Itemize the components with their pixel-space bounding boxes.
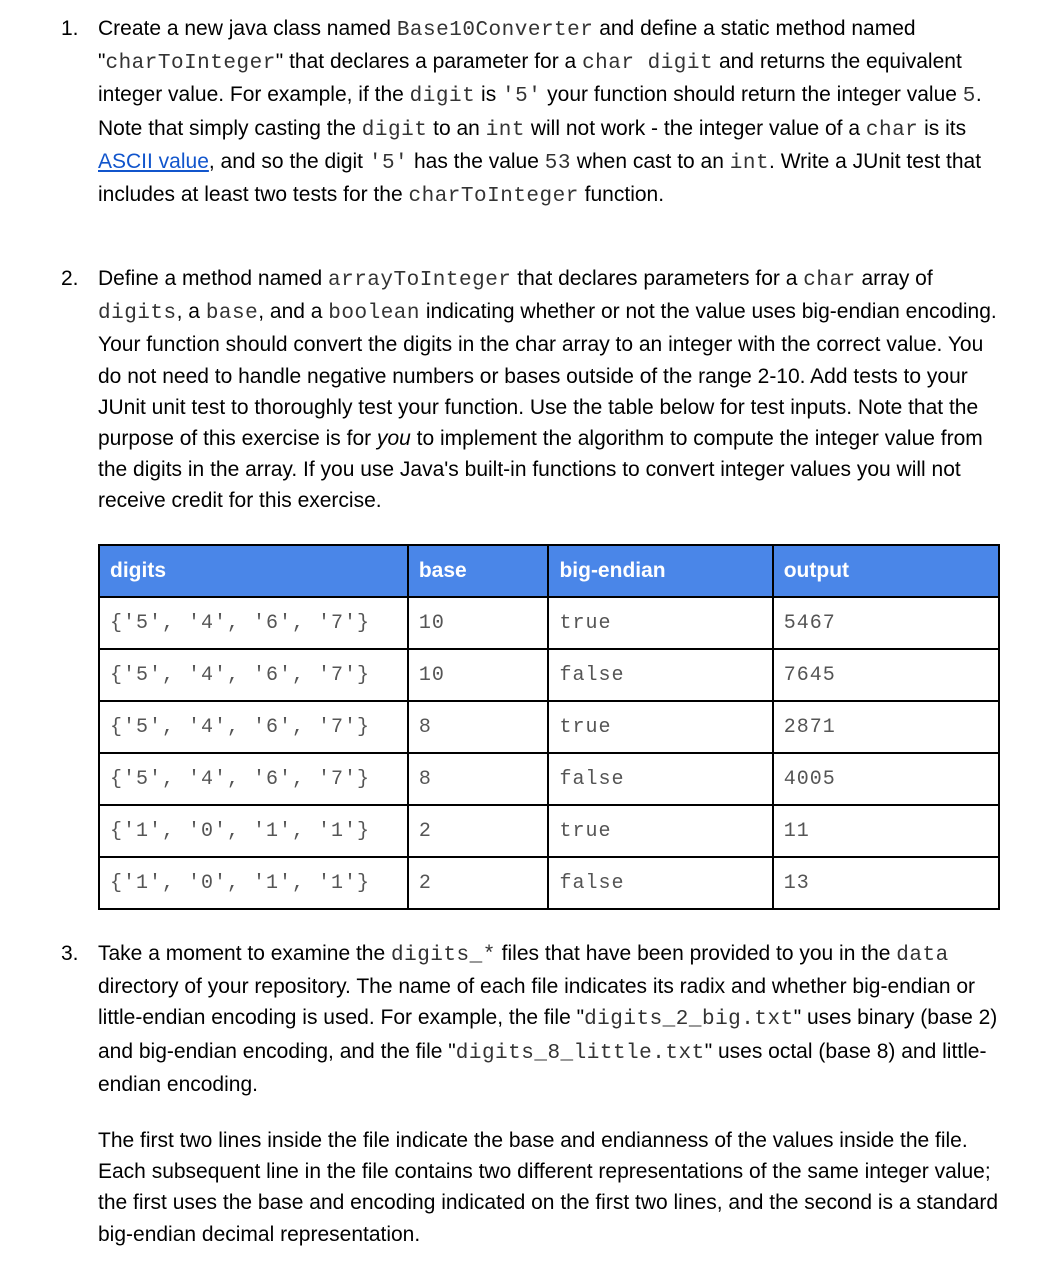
- cell-big-endian: false: [548, 753, 772, 805]
- cell-big-endian: false: [548, 857, 772, 909]
- item-text: Take a moment to examine the digits_* files that have been provided to you in the data directory of your repository. The name of each file indicates its radix and whether big-endian or little-endian encoding is used. For example, the file "digits_2_big.txt" uses binary (base 2) and big-endian encoding, and the file "digits_8_little.txt" uses octal (base 8) and little-endian encoding.: [98, 942, 998, 1096]
- cell-output: 11: [773, 805, 999, 857]
- code-method-name: arrayToInteger: [327, 269, 512, 292]
- cell-output: 7645: [773, 649, 999, 701]
- cell-big-endian: false: [548, 649, 772, 701]
- cell-big-endian: true: [548, 805, 772, 857]
- item-3-paragraph-2: The first two lines inside the file indicate the base and endianness of the values inside the file. Each subsequent line in the file contains two different representations of the same integer value; the first uses the base and encoding indicated on the first two lines, and the second is a standard big-endian decimal representation.: [98, 1129, 999, 1246]
- cell-digits: {'5', '4', '6', '7'}: [99, 701, 408, 753]
- code-directory: data: [896, 944, 949, 967]
- ascii-value-link[interactable]: ASCII value: [98, 149, 209, 173]
- cell-big-endian: true: [548, 701, 772, 753]
- cell-big-endian: true: [548, 597, 772, 649]
- header-output: output: [773, 545, 999, 597]
- cell-output: 2871: [773, 701, 999, 753]
- cell-digits: {'5', '4', '6', '7'}: [99, 753, 408, 805]
- cell-digits: {'5', '4', '6', '7'}: [99, 597, 408, 649]
- cell-base: 10: [408, 649, 549, 701]
- cell-base: 10: [408, 597, 549, 649]
- cell-output: 5467: [773, 597, 999, 649]
- code-filename: digits_8_little.txt: [455, 1041, 705, 1065]
- cell-base: 2: [408, 857, 549, 909]
- instruction-item-1: [61, 13, 1011, 212]
- cell-digits: {'1', '0', '1', '1'}: [99, 805, 408, 857]
- item-number: 2.: [61, 267, 79, 290]
- cell-output: 13: [773, 857, 999, 909]
- cell-digits: {'5', '4', '6', '7'}: [99, 649, 408, 701]
- table-row: [99, 597, 999, 649]
- table-row: [99, 805, 999, 857]
- cell-output: 4005: [773, 753, 999, 805]
- header-digits: digits: [99, 545, 408, 597]
- cell-digits: {'1', '0', '1', '1'}: [99, 857, 408, 909]
- code-filename: digits_2_big.txt: [584, 1008, 794, 1032]
- instruction-item-3: [61, 938, 1011, 1100]
- table-row: [99, 753, 999, 805]
- item-text: Create a new java class named Base10Converter and define a static method named "charToInteger" that declares a parameter for a char digit and returns the equivalent integer value. For example, if the digit is '5' your function should return the integer value 5. Note that simply casting the digit to an int will not work - the integer value of a char is its ASCII value, and so the digit '5' has the value 53 when cast to an int. Write a JUnit test that includes at least two tests for the charToInteger function.: [98, 17, 982, 209]
- cell-base: 2: [408, 805, 549, 857]
- header-big-endian: big-endian: [548, 545, 772, 597]
- cell-base: 8: [408, 753, 549, 805]
- item-text: Define a method named arrayToInteger that declares parameters for a char array of digits, a base, and a boolean indicating whether or not the value uses big-endian encoding. Your function should convert the digits in the char array to an integer with the correct value. You do not need to handle negative numbers or bases outside of the range 2-10. Add tests to your JUnit unit test to thoroughly test your function. Use the table below for test inputs. Note that the purpose of this exercise is for you to implement the algorithm to compute the integer value from the digits in the array. If you use Java's built-in functions to convert integer values you will not receive credit for this exercise.: [98, 267, 997, 513]
- table-row: [99, 701, 999, 753]
- test-input-table: [98, 544, 1000, 910]
- item-number: 3.: [61, 942, 79, 965]
- instruction-item-2: [61, 263, 1011, 517]
- code-file-pattern: digits_*: [391, 944, 496, 967]
- header-base: base: [408, 545, 549, 597]
- code-method-name: charToInteger: [105, 52, 276, 76]
- table-row: [99, 649, 999, 701]
- cell-base: 8: [408, 701, 549, 753]
- item-number: 1.: [61, 17, 79, 40]
- table-row: [99, 857, 999, 909]
- table-header-row: [99, 545, 999, 597]
- code-class-name: Base10Converter: [396, 19, 594, 42]
